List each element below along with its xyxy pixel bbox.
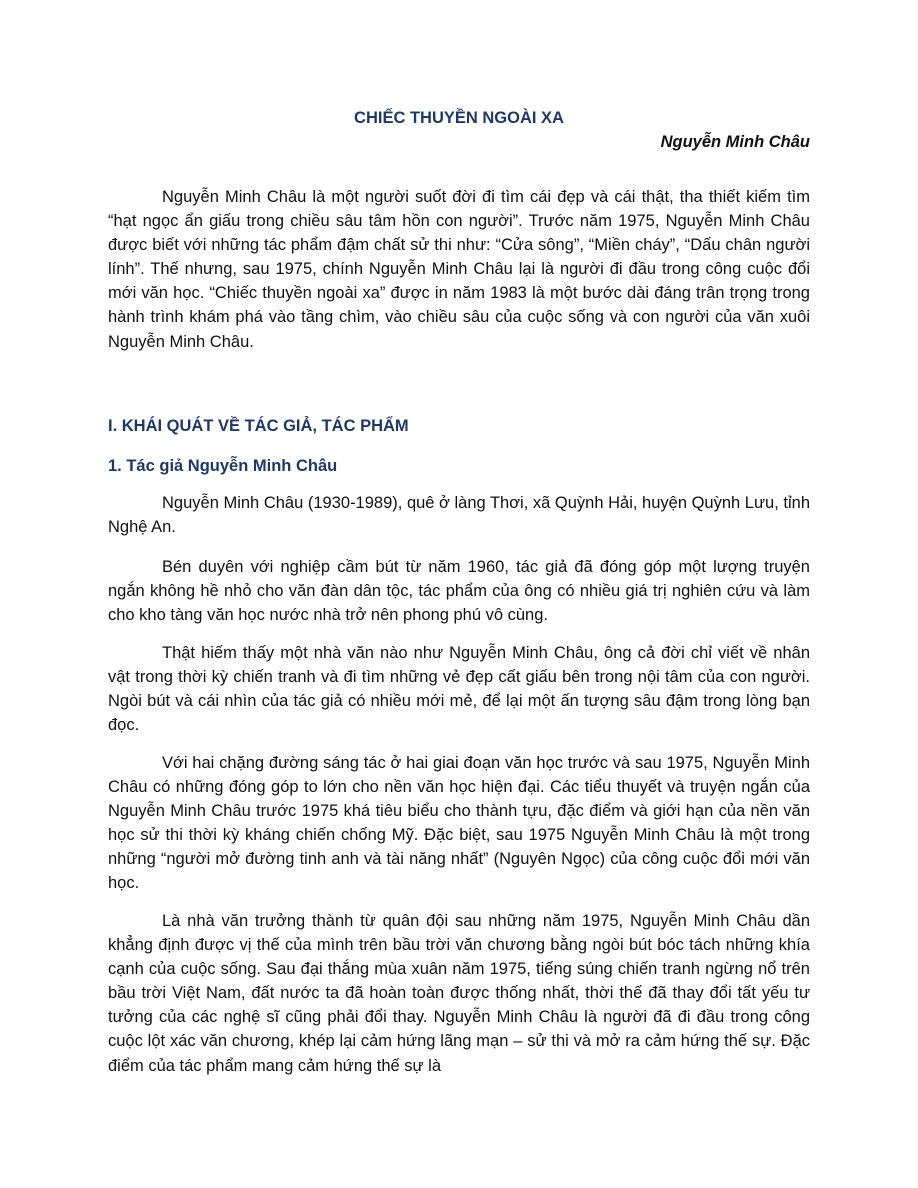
section-heading: I. KHÁI QUÁT VỀ TÁC GIẢ, TÁC PHẨM [108, 417, 409, 435]
body-paragraph-1: Nguyễn Minh Châu (1930-1989), quê ở làng Thơi, xã Quỳnh Hải, huyện Quỳnh Lưu, tỉnh Nghệ An. [108, 494, 810, 537]
document-title: CHIẾC THUYỀN NGOÀI XA [354, 109, 564, 127]
document-author: Nguyễn Minh Châu [660, 133, 810, 151]
body-paragraph-2: Bén duyên với nghiệp cầm bút từ năm 1960, tác giả đã đóng góp một lượng truyện ngắn không hề nhỏ cho văn đàn dân tộc, tác phẩm của ông có nhiều giá trị nghiên cứu và làm cho kho tàng văn học nước nhà trở nên phong phú vô cùng. [108, 558, 810, 625]
subsection-heading: 1. Tác giả Nguyễn Minh Châu [108, 457, 338, 475]
intro-paragraph: Nguyễn Minh Châu là một người suốt đời đi tìm cái đẹp và cái thật, tha thiết kiếm tìm “hạt ngọc ẩn giấu trong chiều sâu tâm hồn con người”. Trước năm 1975, Nguyễn Minh Châu được biết với những tác phẩm đậm chất sử thi như: “Cửa sông”, “Miền cháy”, “Dấu chân người lính”. Thế nhưng, sau 1975, chính Nguyễn Minh Châu lại là người đi đầu trong công cuộc đổi mới văn học. “Chiếc thuyền ngoài xa” được in năm 1983 là một bước dài đáng trân trọng trong hành trình khám phá vào tầng chìm, vào chiều sâu của cuộc sống và con người của văn xuôi Nguyễn Minh Châu. [108, 188, 810, 351]
body-paragraph-5: Là nhà văn trưởng thành từ quân đội sau những năm 1975, Nguyễn Minh Châu dần khẳng định được vị thế của mình trên bầu trời văn chương bằng ngòi bút bóc tách những khía cạnh của cuộc sống. Sau đại thắng mùa xuân năm 1975, tiếng súng chiến tranh ngừng nổ trên bầu trời Việt Nam, đất nước ta đã hoàn toàn được thống nhất, thời thế đã thay đổi tất yếu tư tưởng của các nghệ sĩ cũng phải đổi thay. Nguyễn Minh Châu là người đã đi đầu trong công cuộc lột xác văn chương, khép lại cảm hứng lãng mạn – sử thi và mở ra cảm hứng thế sự. Đặc điểm của tác phẩm mang cảm hứng thế sự là [108, 912, 810, 1075]
document-page [108, 0, 810, 1188]
body-paragraph-3: Thật hiếm thấy một nhà văn nào như Nguyễn Minh Châu, ông cả đời chỉ viết về nhân vật trong thời kỳ chiến tranh và đi tìm những vẻ đẹp cất giấu bên trong nội tâm của con người. Ngòi bút và cái nhìn của tác giả có nhiều mới mẻ, để lại một ấn tượng sâu đậm trong lòng bạn đọc. [108, 644, 810, 735]
body-paragraph-4: Với hai chặng đường sáng tác ở hai giai đoạn văn học trước và sau 1975, Nguyễn Minh Châu có những đóng góp to lớn cho nền văn học hiện đại. Các tiểu thuyết và truyện ngắn của Nguyễn Minh Châu trước 1975 khá tiêu biểu cho thành tựu, đặc điểm và giới hạn của nền văn học sử thi thời kỳ kháng chiến chống Mỹ. Đặc biệt, sau 1975 Nguyễn Minh Châu là một trong những “người mở đường tinh anh và tài năng nhất” (Nguyên Ngọc) của công cuộc đổi mới văn học. [108, 754, 810, 893]
